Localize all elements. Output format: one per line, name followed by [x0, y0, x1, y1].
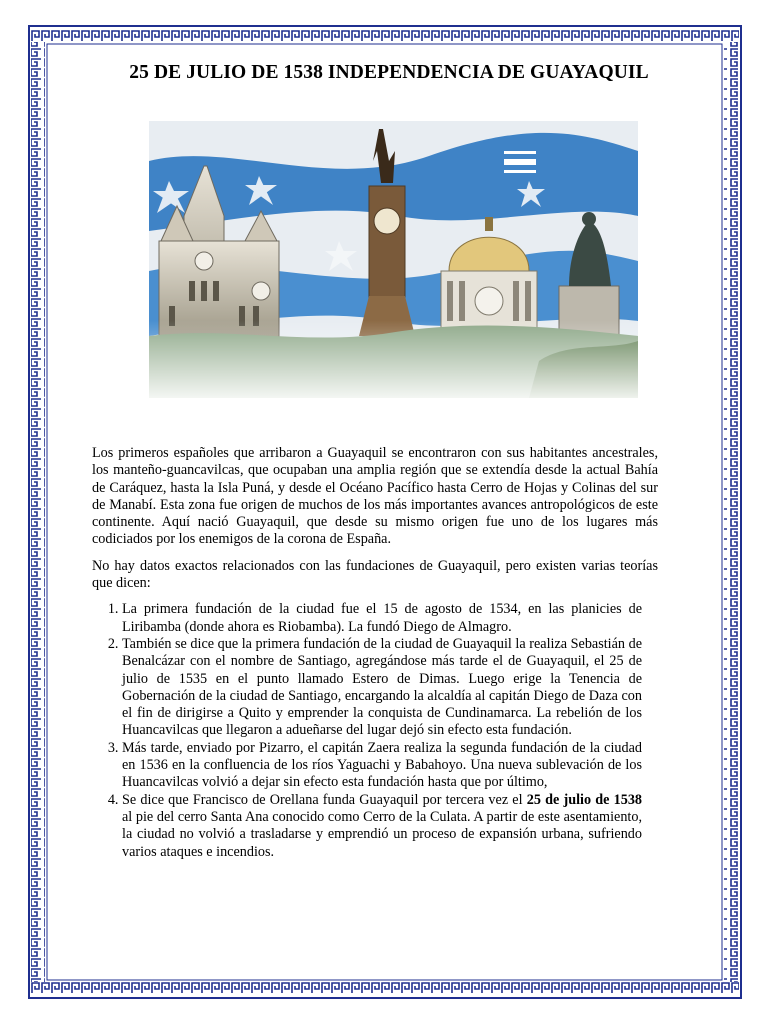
- bold-date: 25 de julio de 1538: [526, 791, 643, 808]
- list-item: 3. Más tarde, enviado por Pizarro, el capitán Zaera realiza la segunda fundación de la ciudad en 1536 en la confluencia de los ríos Yaguachi y Babahoyo. Una nueva sublevación de los Huancavilcas volvió a dejar sin efecto esta fundación hasta que por último,: [122, 740, 642, 792]
- theories-paragraph: No hay datos exactos relacionados con las fundaciones de Guayaquil, pero existen varias teorías que dicen:: [92, 557, 658, 592]
- foundation-theories-list: [92, 601, 642, 860]
- guayaquil-landmarks-illustration: [149, 121, 638, 398]
- list-item-text: Se dice que Francisco de Orellana funda Guayaquil por tercera vez el: [122, 791, 527, 808]
- list-item: 2. También se dice que la primera fundación de la ciudad de Guayaquil la realiza Sebastián de Benalcázar con el nombre de Santiago, agregándose más tarde el de Guayaquil, el 25 de julio de 1535 en el punto llamado Estero de Dimas. Luego erige la Tenencia de Gobernación de la ciudad de Santiago, encargando la alcaldía al capitán Diego de Daza con el fin de dirigirse a Quito y emprender la conquista de Cundinamarca. La rebelión de los Huancavilcas que llegaron a adueñarse del lugar dejó sin efecto esta fundación.: [122, 636, 642, 740]
- list-item: 1. La primera fundación de la ciudad fue el 15 de agosto de 1534, en las planicies de Liribamba (donde ahora es Riobamba). La fundó Diego de Almagro.: [122, 601, 642, 636]
- document-body: [92, 445, 658, 861]
- intro-paragraph: Los primeros españoles que arribaron a Guayaquil se encontraron con sus habitantes ancestrales, los manteño-guancavilcas, que ocupaban una amplia región que se extendía desde la actual Bahía de Caráquez, hasta la Isla Puná, y desde el Océano Pacífico hasta Cerro de Hojas y Colinas del sur de Manabí. Esta zona fue origen de muchos de los más importantes avances antropológicos de este continente. Aquí nació Guayaquil, que desde su mismo origen fue uno de los lugares más codiciados por los enemigos de la corona de España.: [92, 445, 658, 548]
- page-title: 25 DE JULIO DE 1538 INDEPENDENCIA DE GUAYAQUIL: [129, 62, 649, 83]
- list-item: [122, 792, 642, 861]
- list-item-text: al pie del cerro Santa Ana conocido como Cerro de la Culata. A partir de este asentamiento, la ciudad no volvió a trasladarse y emprendió un proceso de expansión urbana, sufriendo varios ataques e incendios.: [122, 808, 642, 860]
